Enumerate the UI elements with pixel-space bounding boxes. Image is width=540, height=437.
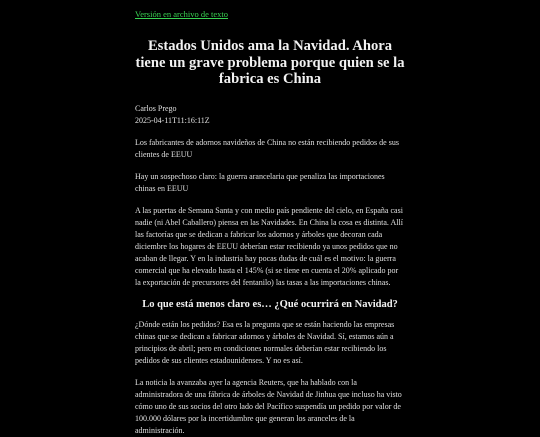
publish-timestamp: 2025-04-11T11:16:11Z (135, 115, 210, 125)
article-column (135, 0, 405, 437)
body-paragraph: La noticia la avanzaba ayer la agencia Reuters, que ha hablado con la administradora de una fábrica de árboles de Navidad de Jinhua que incluso ha visto cómo uno de sus socios del otro lado del Pacífico suspendía un pedido por valor de 100.000 dólares por la incertidumbre que generan los aranceles de la administración. (135, 377, 402, 435)
intro-paragraph: Los fabricantes de adornos navideños de China no están recibiendo pedidos de sus clientes de EEUU (135, 137, 399, 159)
author-name: Carlos Prego (135, 103, 177, 113)
intro-paragraph: Hay un sospechoso claro: la guerra arancelaria que penaliza las importaciones chinas en EEUU (135, 171, 385, 193)
body-paragraph: ¿Dónde están los pedidos? Esa es la pregunta que se están haciendo las empresas chinas que se dedican a fabricar adornos y árboles de Navidad. Sí, estamos aún a principios de abril; pero en condiciones normales deberían estar recibiendo los pedidos de sus clientes estadounidenses. Y no es así. (135, 319, 395, 365)
text-version-link[interactable]: Versión en archivo de texto (135, 9, 228, 19)
article-title: Estados Unidos ama la Navidad. Ahora tiene un grave problema porque quien se la fabrica es China (135, 38, 405, 87)
section-heading: Lo que está menos claro es… ¿Qué ocurrirá en Navidad? (142, 298, 398, 310)
intro-paragraph: A las puertas de Semana Santa y con medio país pendiente del cielo, en España casi nadie (ni Abel Caballero) piensa en las Navidades. En China la cosa es distinta. Allí las factorías que se dedican a fabricar los adornos y árboles que decoran cada diciembre los hogares de EEUU deberían estar recibiendo ya unos pedidos que no acaban de llegar. Y en la industria hay pocas dudas de cuál es el motivo: la guerra comercial que ha elevado hasta el 145% (si se tiene en cuenta el 20% aplicado por la exportación de precursores del fentanilo) las tasas a las importaciones chinas. (135, 205, 403, 287)
article-meta (135, 103, 405, 127)
